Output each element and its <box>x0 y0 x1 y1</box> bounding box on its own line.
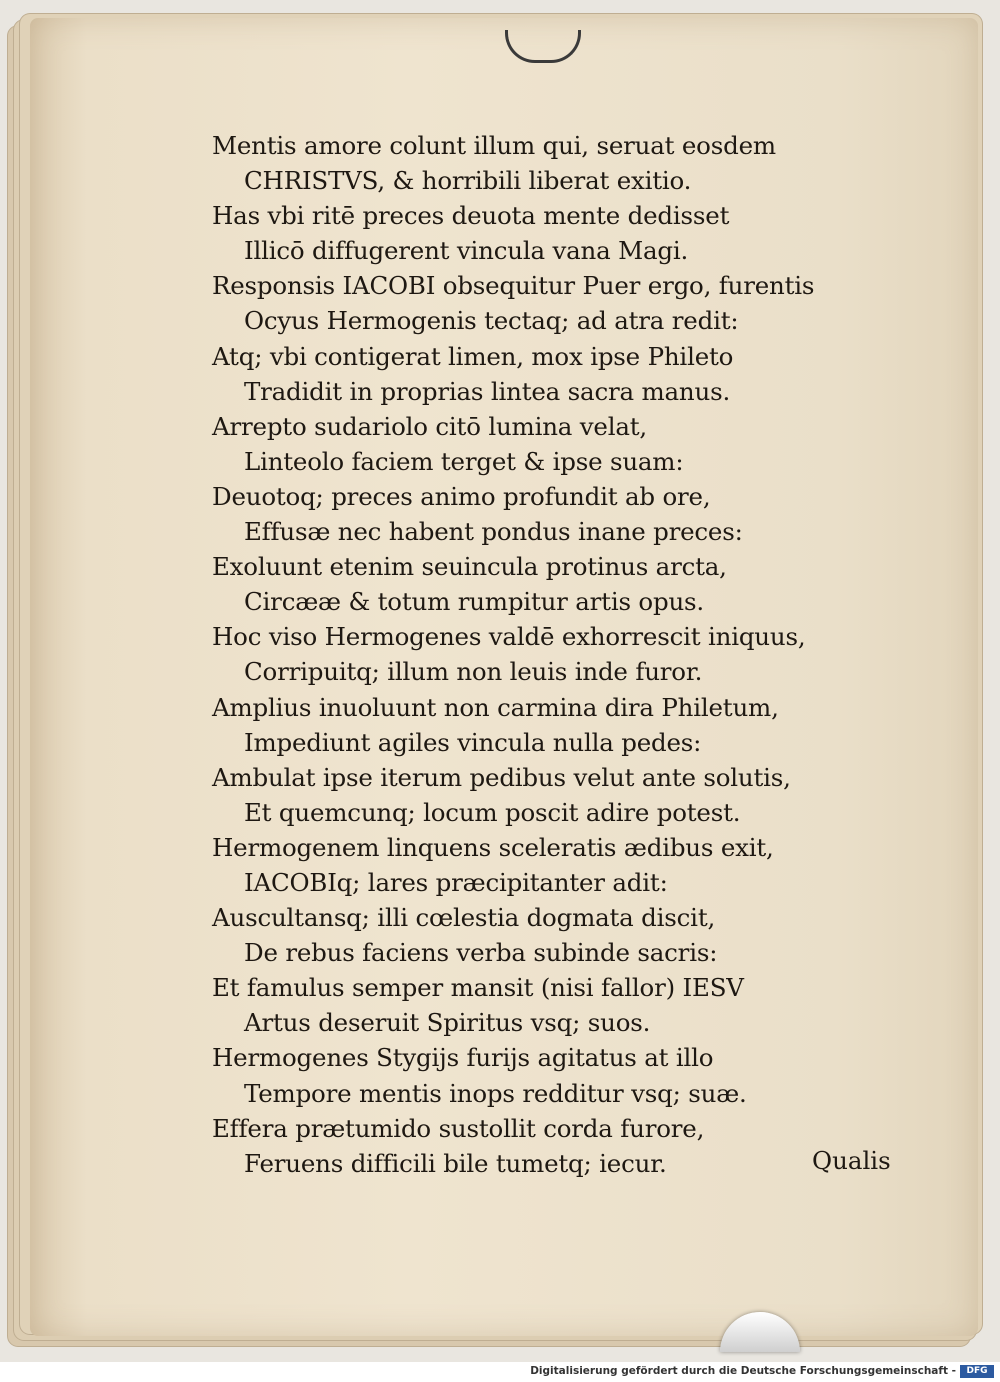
verse-line: Deuotoq; preces animo profundit ab ore, <box>212 481 711 511</box>
verse-line: Illicō diffugerent vincula vana Magi. <box>244 236 689 266</box>
verse-line: Et quemcunq; locum poscit adire potest. <box>244 797 741 827</box>
verse-line: Has vbi ritē preces deuota mente dedisset <box>212 201 730 231</box>
verse-line: Atq; vbi contigerat limen, mox ipse Phileto <box>212 341 734 371</box>
catchword: Qualis <box>812 1146 891 1175</box>
verse-line: Ocyus Hermogenis tectaq; ad atra redit: <box>244 306 739 336</box>
verse-line: Corripuitq; illum non leuis inde furor. <box>244 657 703 687</box>
verse-line: Tradidit in proprias lintea sacra manus. <box>244 376 731 406</box>
verse-line: Effusæ nec habent pondus inane preces: <box>244 517 743 547</box>
verse-text <box>212 128 912 1181</box>
footer-bar <box>0 1362 1000 1382</box>
verse-line: Artus deseruit Spiritus vsq; suos. <box>244 1008 651 1038</box>
verse-line: Responsis IACOBI obsequitur Puer ergo, furentis <box>212 271 815 301</box>
verse-line: De rebus faciens verba subinde sacris: <box>244 938 718 968</box>
verse-line: Mentis amore colunt illum qui, seruat eosdem <box>212 131 776 160</box>
verse-line: Hermogenes Stygijs furijs agitatus at illo <box>212 1043 714 1073</box>
footer-credit: Digitalisierung gefördert durch die Deutsche Forschungsgemeinschaft - <box>530 1365 956 1377</box>
verse-line: Effera prætumido sustollit corda furore, <box>212 1113 705 1143</box>
verse-line: Hoc viso Hermogenes valdē exhorrescit iniquus, <box>212 622 806 652</box>
verse-line: Auscultansq; illi cœlestia dogmata discit, <box>212 903 716 933</box>
verse-line: Tempore mentis inops redditur vsq; suæ. <box>244 1078 747 1108</box>
verse-line: CHRISTVS, & horribili liberat exitio. <box>244 166 692 196</box>
verse-line: Et famulus semper mansit (nisi fallor) IESV <box>212 973 744 1003</box>
verse-line: IACOBIq; lares præcipitanter adit: <box>244 867 668 897</box>
verse-line: Circææ & totum rumpitur artis opus. <box>244 587 704 617</box>
verse-line: Hermogenem linquens sceleratis ædibus exit, <box>212 832 774 862</box>
verse-line: Exoluunt etenim seuincula protinus arcta, <box>212 552 727 582</box>
verse-line: Amplius inuoluunt non carmina dira Philetum, <box>212 692 779 722</box>
dfg-logo: DFG <box>960 1365 994 1378</box>
verse-line: Linteolo faciem terget & ipse suam: <box>244 446 684 476</box>
verse-line: Feruens difficili bile tumetq; iecur. <box>244 1148 667 1178</box>
verse-line: Ambulat ipse iterum pedibus velut ante solutis, <box>212 762 791 792</box>
verse-line: Arrepto sudariolo citō lumina velat, <box>212 411 648 441</box>
verse-line: Impediunt agiles vincula nulla pedes: <box>244 727 702 757</box>
